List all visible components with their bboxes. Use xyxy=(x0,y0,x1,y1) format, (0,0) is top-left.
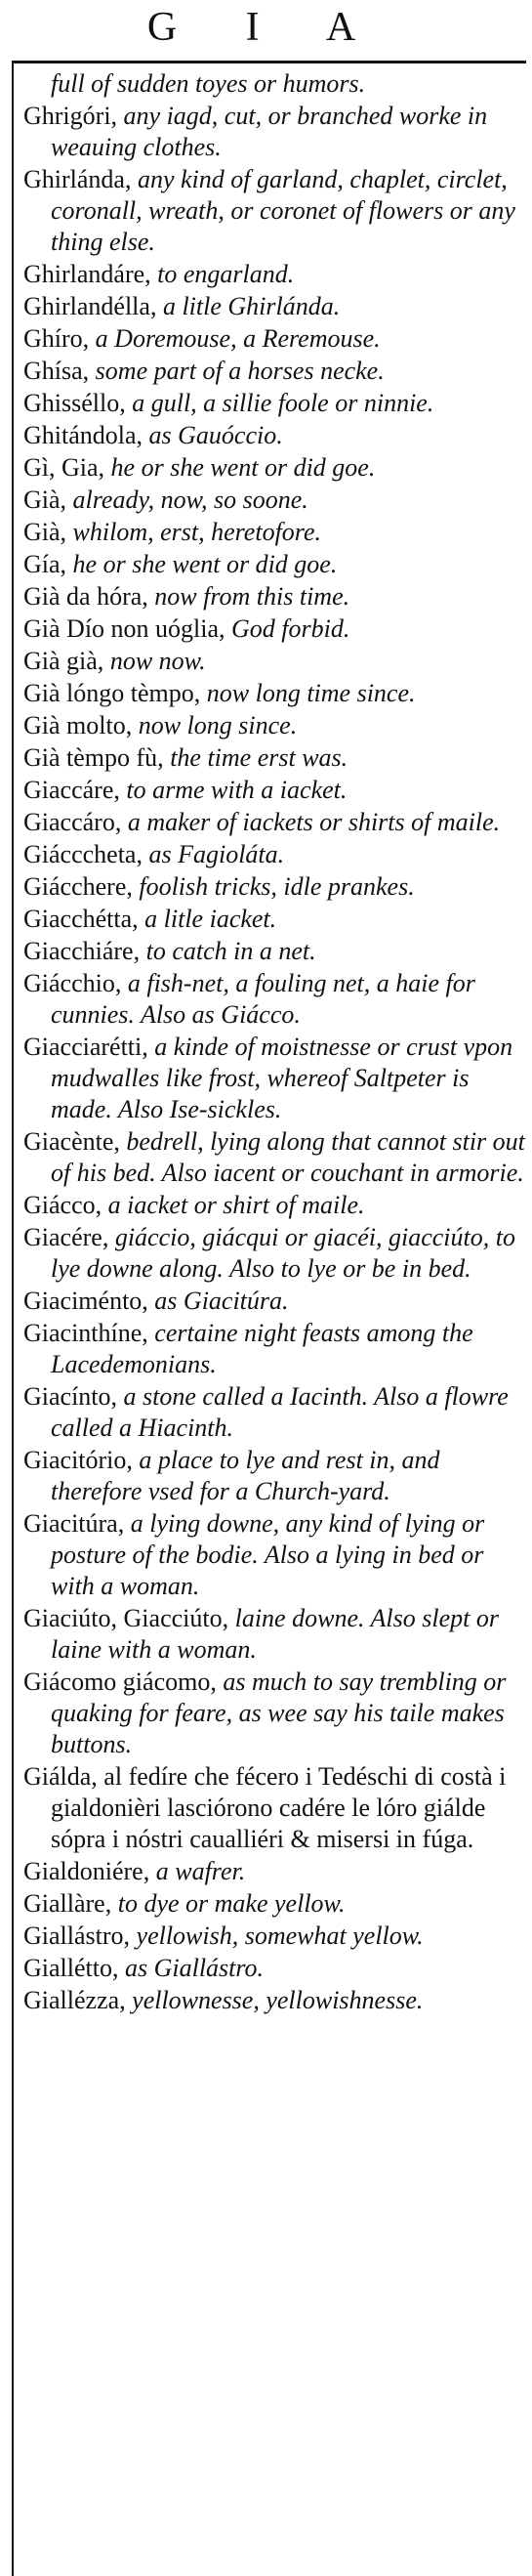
entry-definition: now long since. xyxy=(138,711,298,739)
entry-headword: Giallétto, xyxy=(23,1954,125,1982)
dictionary-entry xyxy=(23,581,526,612)
entry-headword: Giallàre, xyxy=(23,1889,118,1918)
entry-headword: Giácccheta, xyxy=(23,840,149,868)
dictionary-entry xyxy=(23,1508,526,1602)
entry-definition: as Giacitúra. xyxy=(154,1287,289,1315)
entry-definition: now now. xyxy=(109,647,206,675)
dictionary-entry xyxy=(23,517,526,548)
entry-headword: Giálda, al fedíre che fécero i Tedéschi di costà i gialdonièri lasciórono cadére le lóro giálde sópra i nóstri caualliéri & misersi in fúga. xyxy=(23,1762,507,1853)
entry-definition: full of sudden toyes or humors. xyxy=(51,69,366,98)
entry-definition: now from this time. xyxy=(154,582,350,611)
entry-headword: Giácomo giácomo, xyxy=(23,1668,224,1696)
entry-definition: a wafrer. xyxy=(155,1857,246,1885)
entry-definition: a fish-net, a fouling net, a haie for cunnies. Also as Giácco. xyxy=(51,969,475,1029)
dictionary-entry xyxy=(23,1888,526,1920)
entry-definition: a iacket or shirt of maile. xyxy=(107,1191,365,1219)
entry-headword: Giácchio, xyxy=(23,969,128,997)
dictionary-entry xyxy=(23,291,526,322)
dictionary-entry xyxy=(23,904,526,935)
entry-definition: any kind of garland, chaplet, circlet, coronall, wreath, or coronet of flowers or any thing else. xyxy=(51,165,515,256)
entry-definition: he or she went or did goe. xyxy=(110,453,376,482)
column-rule xyxy=(12,63,14,2576)
entry-headword: Ghísa, xyxy=(23,357,96,385)
dictionary-entry xyxy=(23,1126,526,1189)
entry-headword: Già lóngo tèmpo, xyxy=(23,679,207,707)
dictionary-entry xyxy=(23,1318,526,1380)
dictionary-entry xyxy=(23,549,526,580)
entry-definition: a kinde of moistnesse or crust vpon mudwalles like frost, whereof Saltpeter is made. Also Ise-sickles. xyxy=(51,1033,513,1123)
dictionary-entry xyxy=(23,742,526,774)
entry-definition: a stone called a Iacinth. Also a flowre called a Hiacinth. xyxy=(51,1382,509,1442)
dictionary-entry xyxy=(23,1190,526,1221)
dictionary-entry xyxy=(23,485,526,516)
entry-definition: as Fagioláta. xyxy=(148,840,285,868)
entry-headword: Giacitúra, xyxy=(23,1509,131,1538)
entry-definition: a litle iacket. xyxy=(144,905,277,933)
entry-headword: Giaciménto, xyxy=(23,1287,155,1315)
entry-definition: as Gauóccio. xyxy=(148,421,283,449)
entry-headword: Giaciúto, Giacciúto, xyxy=(23,1604,235,1632)
entry-headword: Giacínto, xyxy=(23,1382,124,1411)
entry-definition: to arme with a iacket. xyxy=(126,776,348,804)
entry-headword: Già Dío non uóglia, xyxy=(23,614,232,643)
entry-headword: Già molto, xyxy=(23,711,139,739)
entry-headword: Giácco, xyxy=(23,1191,108,1219)
dictionary-entry xyxy=(23,388,526,419)
entry-definition: any iagd, cut, or branched worke in weauing clothes. xyxy=(51,102,488,161)
entry-headword: Già, xyxy=(23,486,73,514)
entry-definition: some part of a horses necke. xyxy=(95,357,385,385)
dictionary-entry xyxy=(23,646,526,677)
dictionary-entry xyxy=(23,1445,526,1507)
entry-headword: Giácchere, xyxy=(23,872,140,901)
dictionary-entry xyxy=(23,710,526,741)
entry-headword: Giaccáre, xyxy=(23,776,127,804)
header-rule xyxy=(12,61,526,63)
entry-headword: Giacitório, xyxy=(23,1446,140,1474)
entry-definition: to catch in a net. xyxy=(145,937,316,965)
entry-headword: Ghirlandélla, xyxy=(23,292,163,320)
entry-definition: to engarland. xyxy=(157,260,295,288)
page-header xyxy=(0,0,532,68)
entry-definition: a place to lye and rest in, and therefore vsed for a Church-yard. xyxy=(51,1446,440,1505)
entry-headword: Già tèmpo fù, xyxy=(23,743,171,772)
entry-definition: a lying downe, any kind of lying or posture of the bodie. Also a lying in bed or with a woman. xyxy=(51,1509,485,1600)
entry-headword: Giacchiáre, xyxy=(23,937,146,965)
dictionary-entry xyxy=(23,1603,526,1666)
entry-definition: to dye or make yellow. xyxy=(117,1889,346,1918)
dictionary-entry xyxy=(23,452,526,484)
entry-headword: Ghitándola, xyxy=(23,421,149,449)
entry-headword: Ghrigóri, xyxy=(23,102,124,130)
dictionary-entry xyxy=(23,1921,526,1952)
dictionary-entry xyxy=(23,1286,526,1317)
entry-headword: Gì, Gia, xyxy=(23,453,111,482)
dictionary-entry xyxy=(23,1953,526,1984)
entry-definition: whilom, erst, heretofore. xyxy=(72,518,321,546)
entry-headword: Giacére, xyxy=(23,1223,115,1251)
dictionary-entry xyxy=(23,356,526,387)
entry-definition: the time erst was. xyxy=(170,743,348,772)
dictionary-entry xyxy=(23,164,526,258)
entry-definition: a litle Ghirlánda. xyxy=(162,292,341,320)
dictionary-entry xyxy=(23,1667,526,1760)
entry-definition: now long time since. xyxy=(206,679,416,707)
entry-definition: as Giallástro. xyxy=(124,1954,265,1982)
dictionary-entry xyxy=(23,678,526,709)
dictionary-entry xyxy=(23,1985,526,2016)
entry-headword: Già già, xyxy=(23,647,110,675)
entry-definition: already, now, so soone. xyxy=(72,486,308,514)
entry-headword: Ghirlandáre, xyxy=(23,260,158,288)
entry-definition: a gull, a sillie foole or ninnie. xyxy=(132,389,434,417)
dictionary-entry xyxy=(23,1381,526,1444)
entry-headword: Giaccáro, xyxy=(23,808,128,836)
entry-definition: yellowish, somewhat yellow. xyxy=(136,1921,424,1950)
running-head: G I A xyxy=(146,5,386,50)
entry-headword: Giallézza, xyxy=(23,1986,133,2014)
dictionary-entry xyxy=(23,1222,526,1285)
entry-headword: Già da hóra, xyxy=(23,582,155,611)
entry-headword: Ghíro, xyxy=(23,324,96,353)
dictionary-entry xyxy=(23,1032,526,1125)
entry-definition: giáccio, giácqui or giacéi, giacciúto, to lye downe along. Also to lye or be in bed. xyxy=(51,1223,515,1283)
dictionary-entry xyxy=(23,323,526,355)
dictionary-entry xyxy=(23,1761,526,1855)
entry-headword: Gía, xyxy=(23,550,73,578)
entry-headword: Giacènte, xyxy=(23,1127,127,1156)
entry-definition: yellownesse, yellowishnesse. xyxy=(132,1986,424,2014)
entry-definition: as much to say trembling or quaking for feare, as wee say his taile makes buttons. xyxy=(51,1668,507,1758)
entry-definition: God forbid. xyxy=(231,614,350,643)
entry-definition: certaine night feasts among the Lacedemonians. xyxy=(51,1319,473,1378)
entry-headword: Giallástro, xyxy=(23,1921,137,1950)
entry-headword: Giacinthíne, xyxy=(23,1319,155,1347)
entry-headword: Ghisséllo, xyxy=(23,389,133,417)
dictionary-entry xyxy=(23,807,526,838)
entry-definition: laine downe. Also slept or laine with a woman. xyxy=(51,1604,499,1664)
entry-headword: Già, xyxy=(23,518,73,546)
entry-headword: Giacchétta, xyxy=(23,905,145,933)
dictionary-entry xyxy=(23,871,526,903)
dictionary-column xyxy=(23,68,526,2576)
dictionary-entry xyxy=(23,839,526,870)
entry-headword: Giacciarétti, xyxy=(23,1033,155,1061)
entry-definition: a maker of iackets or shirts of maile. xyxy=(127,808,501,836)
dictionary-entry xyxy=(23,420,526,451)
entry-definition: a Doremouse, a Reremouse. xyxy=(95,324,381,353)
dictionary-entry xyxy=(23,1856,526,1887)
dictionary-entry xyxy=(23,613,526,645)
entry-headword: Ghirlánda, xyxy=(23,165,138,193)
entry-definition: bedrell, lying along that cannot stir out of his bed. Also iacent or couchant in armorie. xyxy=(51,1127,525,1187)
dictionary-entry xyxy=(23,101,526,163)
entry-definition: foolish tricks, idle prankes. xyxy=(139,872,415,901)
dictionary-entry xyxy=(23,259,526,290)
dictionary-entry xyxy=(23,968,526,1031)
dictionary-entry xyxy=(23,68,526,100)
dictionary-entry xyxy=(23,936,526,967)
entry-definition: he or she went or did goe. xyxy=(72,550,338,578)
dictionary-entry xyxy=(23,775,526,806)
entry-headword: Gialdoniére, xyxy=(23,1857,156,1885)
